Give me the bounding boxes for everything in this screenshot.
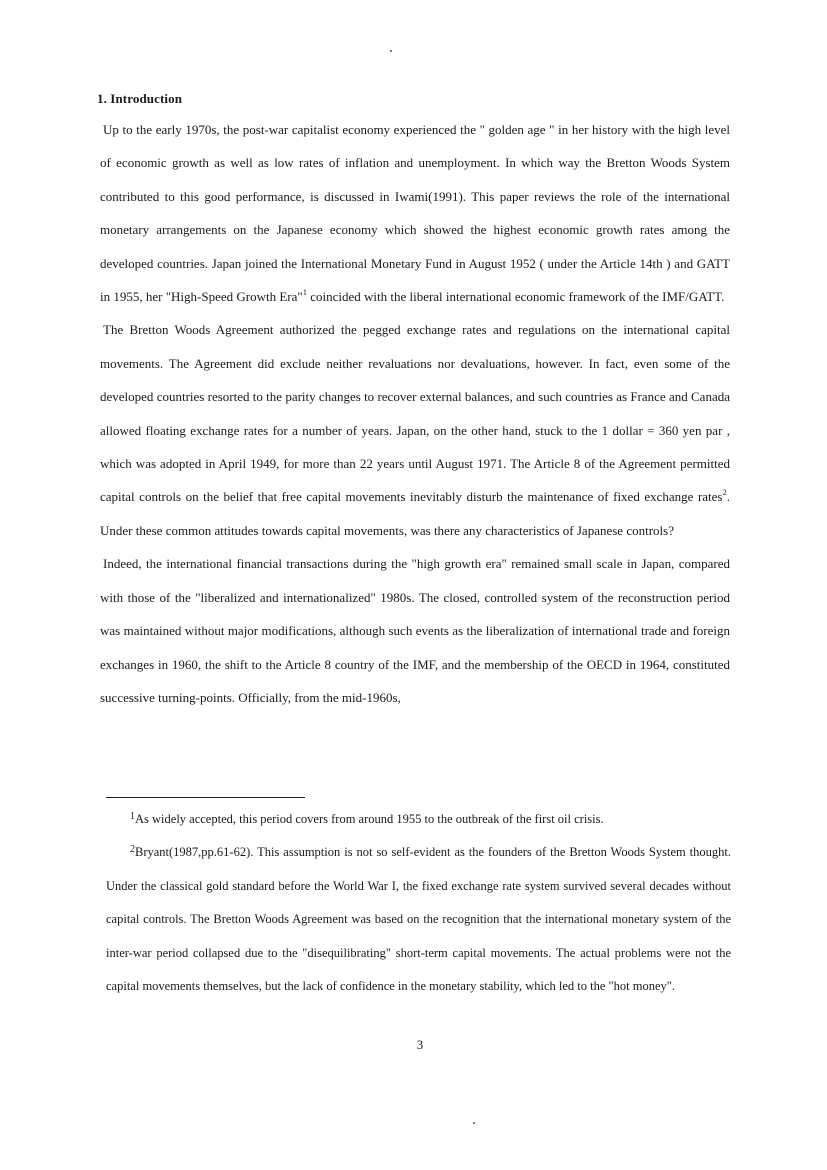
paragraph-2 (100, 313, 730, 547)
footnote-2 (106, 836, 731, 1003)
footnote-ref-2: 2 (722, 487, 727, 498)
footnote-1-text: As widely accepted, this period covers from around 1955 to the outbreak of the first oil crisis. (135, 812, 604, 826)
paragraph-1 (100, 113, 730, 313)
footnote-1-mark: 1 (130, 811, 135, 822)
footnote-ref-1: 1 (302, 286, 307, 297)
paragraph-1-text-a: Up to the early 1970s, the post-war capitalist economy experienced the " golden age " in her history with the high level of economic growth as well as low rates of inflation and unemployment. In which way the Bretton Woods System contributed to this good performance, is discussed in Iwami(1991). This paper reviews the role of the international monetary arrangements on the Japanese economy which showed the highest economic growth rates among the developed countries. Japan joined the International Monetary Fund in August 1952 ( under the Article 14th ) and GATT in 1955, her "High-Speed Growth Era" (100, 122, 730, 305)
scan-speck (390, 50, 392, 52)
footnotes (106, 803, 731, 1003)
paragraph-2-text-b: . Under these common attitudes towards capital movements, was there any characteristics of Japanese controls? (100, 489, 730, 538)
page-number: 3 (416, 1038, 424, 1052)
paragraph-1-text-b: coincided with the liberal international economic framework of the IMF/GATT. (306, 289, 725, 305)
footnote-divider (106, 797, 305, 798)
section-heading: 1. Introduction (97, 91, 183, 106)
body-text (100, 113, 730, 714)
paragraph-2-text-a: The Bretton Woods Agreement authorized the pegged exchange rates and regulations on the international capital movements. The Agreement did exclude neither revaluations nor devaluations, however. In fact, even some of the developed countries resorted to the parity changes to recover external balances, and such countries as France and Canada allowed floating exchange rates for a number of years. Japan, on the other hand, stuck to the 1 dollar = 360 yen par , which was adopted in April 1949, for more than 22 years until August 1971. The Article 8 of the Agreement permitted capital controls on the belief that free capital movements inevitably disturb the maintenance of fixed exchange rates (100, 322, 730, 505)
scan-speck (473, 1122, 475, 1124)
footnote-2-mark: 2 (130, 844, 135, 856)
footnote-2-text: Bryant(1987,pp.61-62). This assumption is not so self-evident as the founders of the Bretton Woods System thought. Under the classical gold standard before the World War I, the fixed exchange rate system survived several decades without capital controls. The Bretton Woods Agreement was based on the recognition that the international monetary system of the inter-war period collapsed due to the "disequilibrating" short-term capital movements. The actual problems were not the capital movements themselves, but the lack of confidence in the monetary stability, which led to the "hot money". (106, 845, 731, 994)
paragraph-3: Indeed, the international financial transactions during the "high growth era" remained small scale in Japan, compared with those of the "liberalized and internationalized" 1980s. The closed, controlled system of the reconstruction period was maintained without major modifications, although such events as the liberalization of international trade and foreign exchanges in 1960, the shift to the Article 8 country of the IMF, and the membership of the OECD in 1964, constituted successive turning-points. Officially, from the mid-1960s, (100, 556, 730, 705)
footnote-1 (106, 803, 731, 836)
